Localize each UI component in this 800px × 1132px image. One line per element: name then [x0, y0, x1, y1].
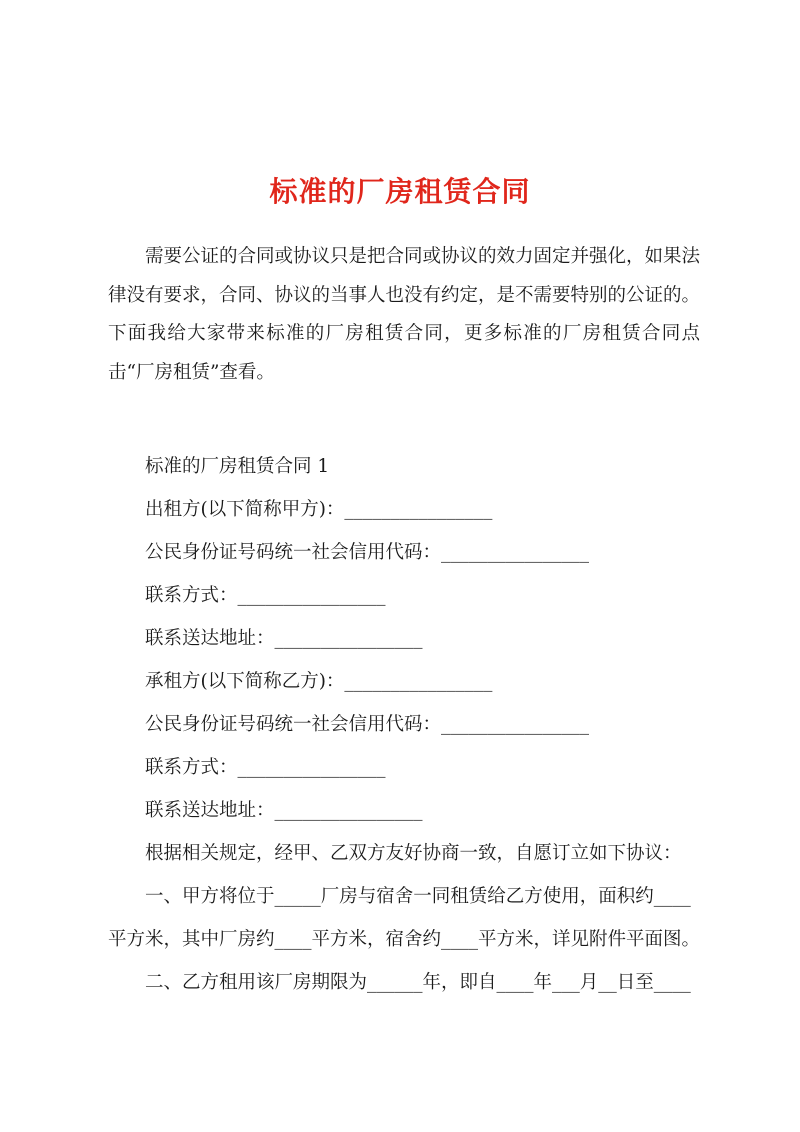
section-title: 标准的厂房租赁合同 1	[145, 456, 330, 477]
lessee-line: 承租方(以下简称乙方)：________________	[145, 671, 493, 692]
lessee-address-line: 联系送达地址：________________	[145, 800, 423, 821]
lessor-address-line: 联系送达地址：________________	[145, 628, 423, 649]
document-title: 标准的厂房租赁合同	[269, 175, 531, 208]
agreement-line: 根据相关规定，经甲、乙双方友好协商一致，自愿订立如下协议：	[145, 843, 682, 864]
lessor-id-line: 公民身份证号码统一社会信用代码：________________	[145, 542, 590, 563]
intro-paragraph: 需要公证的合同或协议只是把合同或协议的效力固定并强化，如果法律没有要求，合同、协议的当事人也没有约定，是不需要特别的公证的。下面我给大家带来标准的厂房租赁合同，更多标准的厂房租赁合同点击“厂房租赁”查看。	[108, 246, 701, 383]
clause-2-line-a: 二、乙方租用该厂房期限为______年，即自____年___月__日至____	[145, 972, 691, 993]
lessee-id-line: 公民身份证号码统一社会信用代码：________________	[145, 714, 590, 735]
lessor-line: 出租方(以下简称甲方)：________________	[145, 499, 493, 520]
clause-1-line-a: 一、甲方将位于_____厂房与宿舍一同租赁给乙方使用，面积约____	[145, 886, 691, 907]
lessee-contact-line: 联系方式：________________	[145, 757, 386, 778]
lessor-contact-line: 联系方式：________________	[145, 585, 386, 606]
clause-1-line-b: 平方米，其中厂房约____平方米，宿舍约____平方米，详见附件平面图。	[108, 929, 701, 950]
